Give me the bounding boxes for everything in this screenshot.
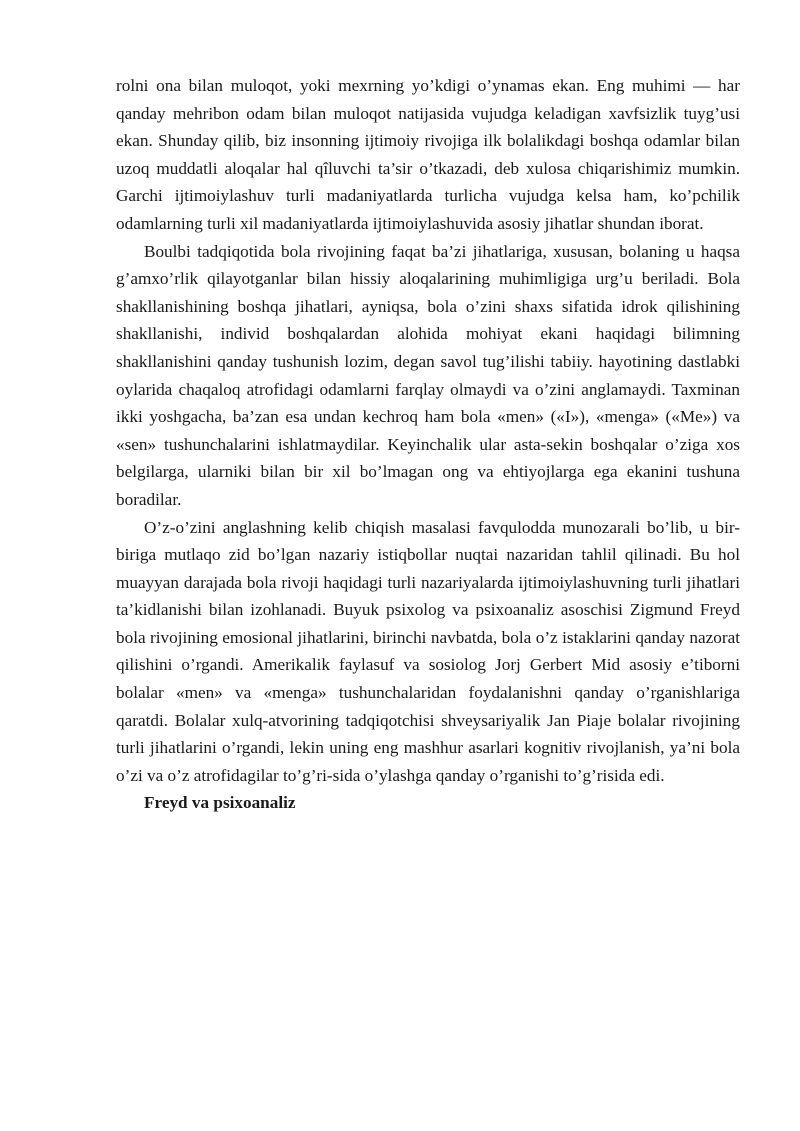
paragraph-boulbi: Boulbi tadqiqotida bola rivojining faqat ba’zi jihatlariga, xususan, bolaning u haqsa g’amxo’rlik qilayotganlar bilan hissiy aloqalarining muhimligiga urg’u beriladi. Bola shakllanishining boshqa jihatlari, ayniqsa, bola o’zini shaxs sifatida idrok qilishining shakllanishi, individ boshqalardan alohida mohiyat ekani haqidagi bilimning shakllanishini qanday tushunish lozim, degan savol tug’ilishi tabiiy. hayotining dastlabki oylarida chaqaloq atrofidagi odamlarni farqlay olmaydi va o’zini anglamaydi. Taxminan ikki yoshgacha, ba’zan esa undan kechroq ham bola «men» («I»), «menga» («Me») va «sen» tushunchalarini ishlatmaydilar. Keyinchalik ular asta-sekin boshqalar o’ziga xos belgilarga, ularniki bilan bir xil bo’lmagan ong va ehtiyojlarga ega ekanini tushuna boradilar.: [116, 241, 740, 509]
document-page: [116, 72, 740, 817]
paragraph-continuation: rolni ona bilan muloqot, yoki mexrning yo’kdigi o’ynamas ekan. Eng muhimi — har qanday mehribon odam bilan muloqot natijasida vujudga keladigan xavfsizlik tuyg’usi ekan. Shunday qilib, biz insonning ijtimoiy rivojiga ilk bolalikdagi boshqa odamlar bilan uzoq muddatli aloqalar hal qîluvchi ta’sir o’tkazadi, deb xulosa chiqarishimiz mumkin. Garchi ijtimoiylashuv turli madaniyatlarda turlicha vujudga kelsa ham, ko’pchilik odamlarning turli xil madaniyatlarda ijtimoiylashuvida asosiy jihatlar shundan iborat.: [116, 76, 740, 233]
section-heading: Freyd va psixoanaliz: [144, 793, 296, 813]
paragraph-self-awareness: O’z-o’zini anglashning kelib chiqish masalasi favqulodda munozarali bo’lib, u bir-biriga mutlaqo zid bo’lgan nazariy istiqbollar nuqtai nazaridan tahlil qilinadi. Bu hol muayyan darajada bola rivoji haqidagi turli nazariyalarda ijtimoiylashuvning turli jihatlari ta’kidlanishi bilan izohlanadi. Buyuk psixolog va psixoanaliz asoschisi Zigmund Freyd bola rivojining emosional jihatlarini, birinchi navbatda, bola o’z istaklarini qanday nazorat qilishini o’rgandi. Amerikalik faylasuf va sosiolog Jorj Gerbert Mid asosiy e’tiborni bolalar «men» va «menga» tushunchalaridan foydalanishni qanday o’rganishlariga qaratdi. Bolalar xulq-atvorining tadqiqotchisi shveysariyalik Jan Piaje bolalar rivojining turli jihatlarini o’rgandi, lekin uning eng mashhur asarlari kognitiv rivojlanish, ya’ni bola o’zi va o’z atrofidagilar to’g’ri-sida o’ylashga qanday o’rganishi to’g’risida edi.: [116, 517, 740, 785]
